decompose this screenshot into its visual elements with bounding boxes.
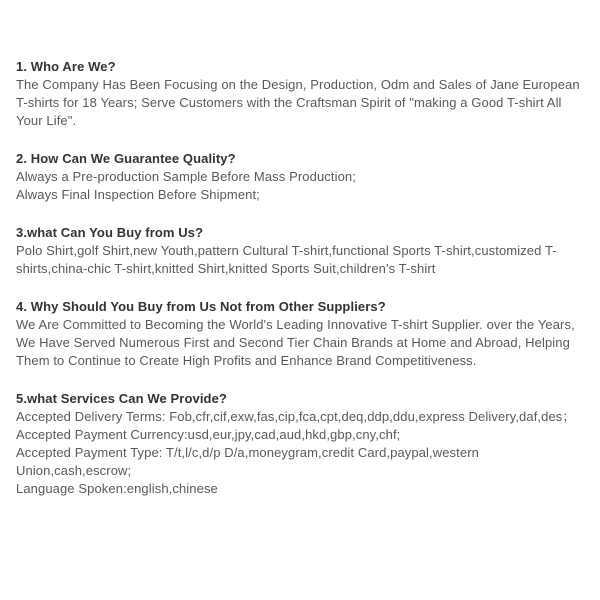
- section-paragraph: We Are Committed to Becoming the World's Leading Innovative T-shirt Supplier. over the Years, We Have Served Numerous First and Second Tier Chain Brands at Home and Abroad, Helping Them to Continue to Create High Profits and Enhance Brand Competitiveness.: [16, 317, 575, 368]
- faq-section-why-buy-from-us: [16, 298, 580, 370]
- section-paragraph: Polo Shirt,golf Shirt,new Youth,pattern Cultural T-shirt,functional Sports T-shirt,customized T-shirts,china-chic T-shirt,knitted Shirt,knitted Sports Suit,children's T-shirt: [16, 243, 557, 276]
- faq-section-what-can-you-buy: [16, 224, 580, 278]
- faq-section-services-provided: [16, 390, 580, 498]
- faq-section-who-are-we: [16, 58, 580, 130]
- section-paragraph: The Company Has Been Focusing on the Design, Production, Odm and Sales of Jane European T-shirts for 18 Years; Serve Customers with the Craftsman Spirit of "making a Good T-shirt All Your Life".: [16, 77, 580, 128]
- section-paragraph: Accepted Payment Type: T/t,l/c,d/p D/a,moneygram,credit Card,paypal,western Union,cash,escrow;: [16, 445, 479, 478]
- section-paragraph: Accepted Delivery Terms: Fob,cfr,cif,exw,fas,cip,fca,cpt,deq,ddp,ddu,express Delivery,daf,des；: [16, 409, 576, 424]
- section-paragraph: Accepted Payment Currency:usd,eur,jpy,cad,aud,hkd,gbp,cny,chf;: [16, 427, 401, 442]
- section-heading: 1. Who Are We?: [16, 59, 116, 74]
- section-heading: 5.what Services Can We Provide?: [16, 391, 227, 406]
- section-paragraph: Always Final Inspection Before Shipment;: [16, 187, 260, 202]
- section-paragraph: Always a Pre-production Sample Before Mass Production;: [16, 169, 356, 184]
- section-heading: 3.what Can You Buy from Us?: [16, 225, 204, 240]
- section-paragraph: Language Spoken:english,chinese: [16, 481, 218, 496]
- faq-section-guarantee-quality: [16, 150, 580, 204]
- section-heading: 2. How Can We Guarantee Quality?: [16, 151, 236, 166]
- section-heading: 4. Why Should You Buy from Us Not from Other Suppliers?: [16, 299, 386, 314]
